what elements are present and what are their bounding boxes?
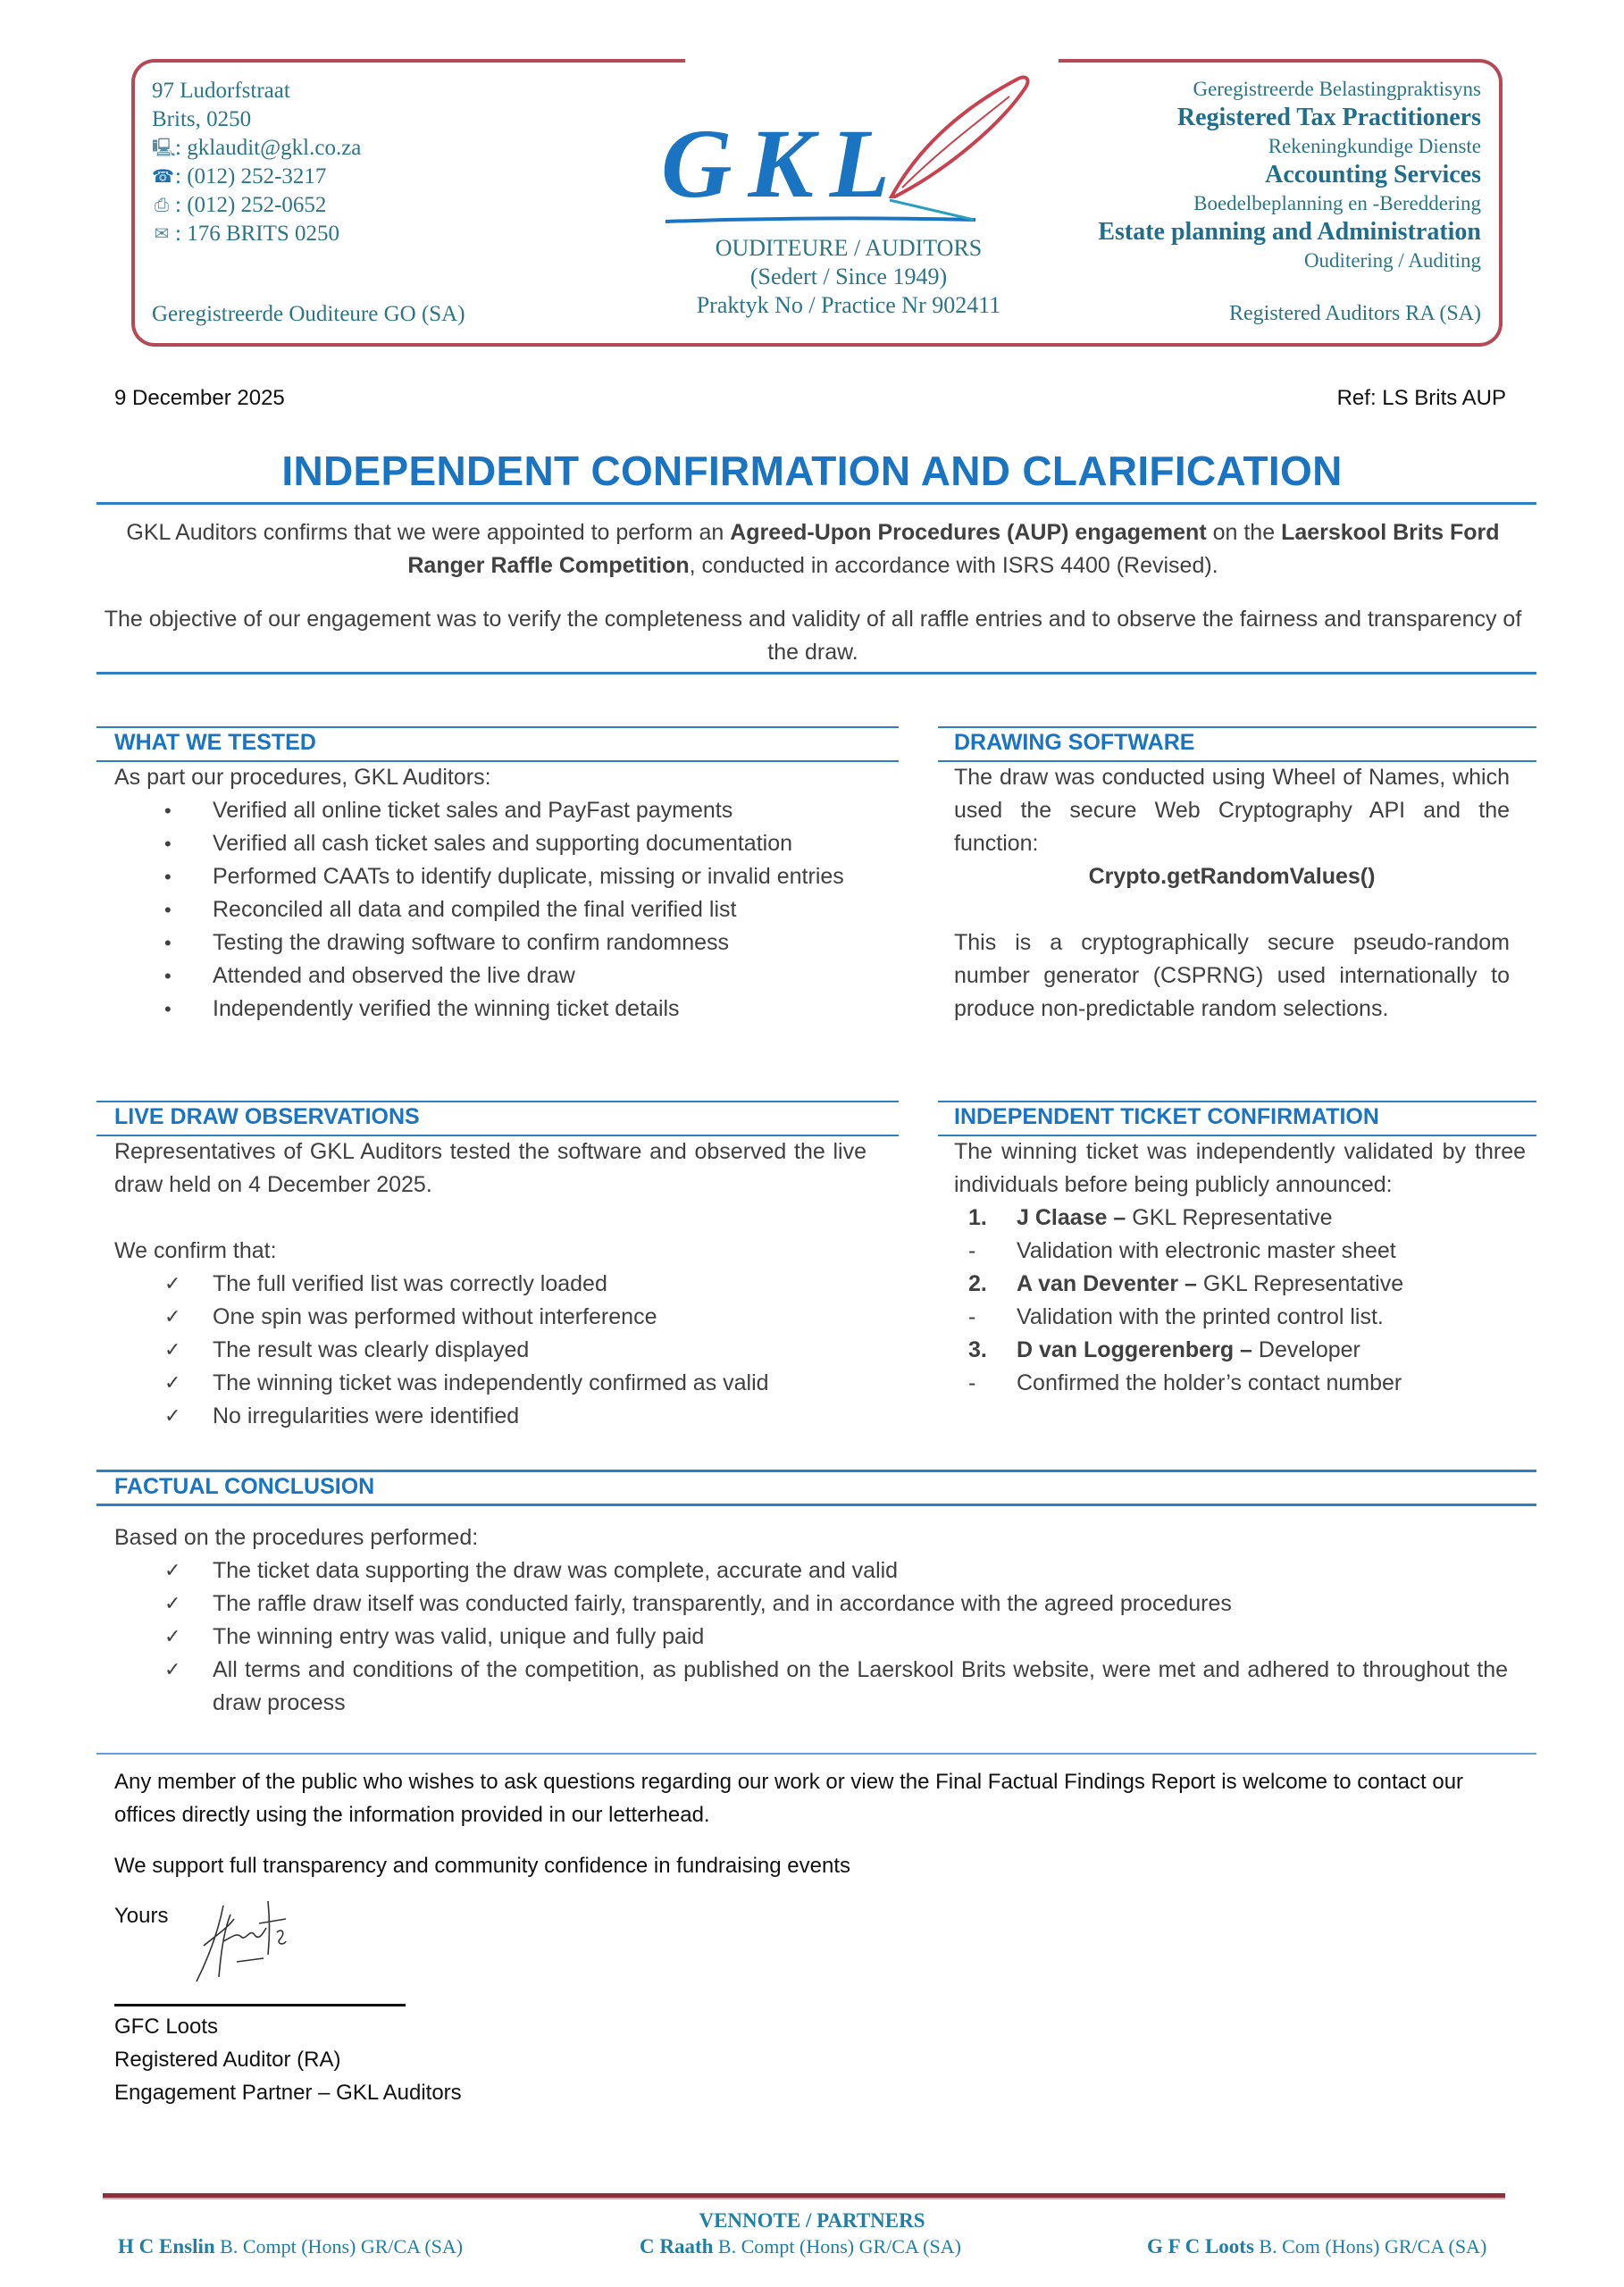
signatory-name: GFC Loots xyxy=(114,2015,219,2039)
intro-paragraph-2: The objective of our engagement was to verify the completeness and validity of all raffle entries and to observe the fairness and transparency of the draw. xyxy=(104,607,1522,665)
checkmark-icon: ✓ xyxy=(164,1405,181,1428)
footer-rule-shadow xyxy=(103,2198,1505,2199)
validator-item: 2. A van Deventer – GKL Representative xyxy=(968,1271,1404,1296)
gkl-logo xyxy=(643,63,1054,241)
service-line: Accounting Services xyxy=(1265,161,1481,188)
checkmark-icon: ✓ xyxy=(164,1306,181,1328)
letterhead-address xyxy=(152,77,361,248)
random-function-name: Crypto.getRandomValues() xyxy=(1088,864,1376,889)
quill-icon xyxy=(892,77,1027,197)
logo-underline xyxy=(666,218,975,222)
logo-letters: GKL xyxy=(661,109,906,218)
list-item: • Reconciled all data and compiled the final verified list xyxy=(114,893,866,926)
bullet-icon: • xyxy=(164,965,172,987)
bullet-icon: • xyxy=(164,998,172,1020)
contact-email: 🖳 : gklaudit@gkl.co.za xyxy=(152,134,361,163)
partner-entry: C Raath B. Compt (Hons) GR/CA (SA) xyxy=(640,2235,961,2258)
partners-heading: VENNOTE / PARTNERS xyxy=(699,2209,925,2232)
dash-icon: - xyxy=(968,1238,976,1263)
validator-note: - Validation with the printed control list. xyxy=(918,1301,1526,1334)
list-item: • Attended and observed the live draw xyxy=(114,959,866,993)
computer-icon: 🖳 xyxy=(152,138,176,158)
section-factual-conclusion xyxy=(114,1521,1508,1720)
checkmark-icon: ✓ xyxy=(164,1659,181,1681)
validator-name: A van Deventer – xyxy=(1017,1271,1197,1296)
conclusion-divider xyxy=(96,1753,1536,1755)
intro-paragraph-1: GKL Auditors confirms that we were appointed to perform an Agreed-Upon Procedures (AUP) engagement on the Laerskool Brits Ford Ranger Raffle Competition, conducted in accordance with ISRS 4400 (Revised). xyxy=(126,520,1500,578)
signatory-block xyxy=(114,2010,462,2109)
list-item: ✓ The raffle draw itself was conducted fairly, transparently, and in accordance with the agreed procedures xyxy=(114,1587,1508,1621)
salutation: Yours xyxy=(114,1904,169,1928)
service-line: Geregistreerde Belastingpraktisyns xyxy=(1193,78,1481,100)
contact-phone: ☎ : (012) 252-3217 xyxy=(152,163,361,191)
validator-name: J Claase – xyxy=(1017,1205,1126,1230)
csprng-description: This is a cryptographically secure pseudo-random number generator (CSPRNG) used internationally to produce non-predictable random selections. xyxy=(954,930,1510,1021)
dash-icon: - xyxy=(968,1370,976,1395)
section-rule xyxy=(938,726,1536,728)
service-line: Boedelbeplanning en -Bereddering xyxy=(1193,192,1481,214)
list-item: ✓ The result was clearly displayed xyxy=(114,1334,866,1367)
bullet-icon: • xyxy=(164,866,172,888)
dash-icon: - xyxy=(968,1304,976,1329)
section-lead: As part our procedures, GKL Auditors: xyxy=(114,765,491,790)
section-rule xyxy=(938,1101,1536,1102)
list-item: ✓ The ticket data supporting the draw was complete, accurate and valid xyxy=(114,1554,1508,1587)
letter-date: 9 December 2025 xyxy=(114,386,285,410)
section-heading-factual-conclusion: FACTUAL CONCLUSION xyxy=(114,1474,375,1499)
checkmark-icon: ✓ xyxy=(164,1560,181,1582)
section-rule xyxy=(96,726,899,728)
intro-divider xyxy=(96,672,1536,674)
address-line-2: Brits, 0250 xyxy=(152,107,252,131)
validator-list xyxy=(918,1202,1526,1400)
list-item: • Testing the drawing software to confirm randomness xyxy=(114,926,866,959)
list-item: • Verified all online ticket sales and PayFast payments xyxy=(114,794,866,827)
conclusion-checklist xyxy=(114,1554,1508,1720)
registered-auditors-en: Registered Auditors RA (SA) xyxy=(1229,302,1481,325)
list-item: ✓ The full verified list was correctly loaded xyxy=(114,1268,866,1301)
checkmark-icon: ✓ xyxy=(164,1339,181,1361)
envelope-icon: ✉ xyxy=(154,224,170,244)
contact-postal: ✉ : 176 BRITS 0250 xyxy=(152,220,361,248)
letterhead-center xyxy=(616,234,1081,320)
section-heading-what-we-tested: WHAT WE TESTED xyxy=(114,730,316,755)
title-divider xyxy=(96,502,1536,505)
section-lead: Based on the procedures performed: xyxy=(114,1525,479,1550)
engagement-type: Agreed-Upon Procedures (AUP) engagement xyxy=(730,520,1207,545)
practice-number: Praktyk No / Practice Nr 902411 xyxy=(696,292,1001,318)
checkmark-icon: ✓ xyxy=(164,1372,181,1395)
validator-item: 3. D van Loggerenberg – Developer xyxy=(968,1337,1360,1362)
list-item: • Independently verified the winning ticket details xyxy=(114,993,866,1026)
letterhead-services xyxy=(1098,75,1481,275)
competition-name: Laerskool Brits Ford Ranger Raffle Competition xyxy=(407,520,1500,578)
bullet-icon: • xyxy=(164,833,172,855)
section-ticket-confirmation xyxy=(954,1135,1526,1400)
ticket-confirmation-description: The winning ticket was independently validated by three individuals before being publicly announced: xyxy=(954,1139,1526,1197)
section-heading-drawing-software: DRAWING SOFTWARE xyxy=(954,730,1195,755)
signatory-role: Engagement Partner – GKL Auditors xyxy=(114,2081,462,2105)
validator-item: 1. J Claase – GKL Representative xyxy=(968,1205,1333,1230)
checkmark-icon: ✓ xyxy=(164,1593,181,1615)
fax-icon: ⎙ xyxy=(155,196,169,215)
signatory-title: Registered Auditor (RA) xyxy=(114,2048,341,2072)
list-item: • Verified all cash ticket sales and supporting documentation xyxy=(114,827,866,860)
bullet-icon: • xyxy=(164,800,172,822)
page-title: INDEPENDENT CONFIRMATION AND CLARIFICATION xyxy=(281,448,1343,494)
signature-image xyxy=(188,1892,304,1990)
section-live-draw xyxy=(114,1135,866,1433)
letterhead-frame-bottom xyxy=(679,343,1063,347)
partner-name: C Raath xyxy=(640,2235,714,2258)
list-item: ✓ The winning entry was valid, unique and fully paid xyxy=(114,1621,1508,1654)
checkmark-icon: ✓ xyxy=(164,1273,181,1295)
section-rule xyxy=(96,1470,1536,1472)
bullet-icon: • xyxy=(164,932,172,954)
address-line-1: 97 Ludorfstraat xyxy=(152,79,290,103)
list-item: ✓ The winning ticket was independently confirmed as valid xyxy=(114,1367,866,1400)
tested-list xyxy=(114,794,866,1026)
service-line: Estate planning and Administration xyxy=(1098,218,1481,246)
section-rule xyxy=(96,1101,899,1102)
contact-fax: ⎙ : (012) 252-0652 xyxy=(152,191,361,220)
list-item: ✓ All terms and conditions of the competition, as published on the Laerskool Brits website, were met and adhered to throughout the draw process xyxy=(114,1654,1508,1720)
service-line: Rekeningkundige Dienste xyxy=(1268,135,1481,157)
partner-entry: H C Enslin B. Compt (Hons) GR/CA (SA) xyxy=(118,2235,464,2258)
validator-note: - Validation with electronic master sheet xyxy=(918,1235,1526,1268)
auditors-label: OUDITEURE / AUDITORS xyxy=(715,235,983,261)
list-item: ✓ No irregularities were identified xyxy=(114,1400,866,1433)
checkmark-icon: ✓ xyxy=(164,1626,181,1648)
service-line: Ouditering / Auditing xyxy=(1303,249,1481,272)
list-item: ✓ One spin was performed without interference xyxy=(114,1301,866,1334)
letter-reference: Ref: LS Brits AUP xyxy=(1336,386,1506,410)
section-rule xyxy=(96,1504,1536,1506)
section-heading-ticket-confirmation: INDEPENDENT TICKET CONFIRMATION xyxy=(954,1104,1379,1129)
telephone-icon: ☎ xyxy=(152,167,174,187)
section-lead: We confirm that: xyxy=(114,1238,277,1263)
section-what-we-tested xyxy=(114,761,866,1026)
live-draw-description: Representatives of GKL Auditors tested the software and observed the live draw held on 4 December 2025. xyxy=(114,1139,866,1197)
partner-name: H C Enslin xyxy=(118,2235,215,2258)
since-label: (Sedert / Since 1949) xyxy=(749,264,948,289)
section-heading-live-draw: LIVE DRAW OBSERVATIONS xyxy=(114,1104,420,1129)
software-description: The draw was conducted using Wheel of Names, which used the secure Web Cryptography API and the function: xyxy=(954,765,1510,856)
validator-note: - Confirmed the holder’s contact number xyxy=(918,1367,1526,1400)
closing-statement: We support full transparency and community confidence in fundraising events xyxy=(114,1854,851,1878)
partner-name: G F C Loots xyxy=(1147,2235,1254,2258)
bullet-icon: • xyxy=(164,899,172,921)
partner-entry: G F C Loots B. Com (Hons) GR/CA (SA) xyxy=(1147,2235,1487,2258)
section-drawing-software xyxy=(954,761,1510,1026)
registered-auditors-afr: Geregistreerde Ouditeure GO (SA) xyxy=(152,302,465,326)
service-line: Registered Tax Practitioners xyxy=(1176,104,1481,131)
validator-name: D van Loggerenberg – xyxy=(1017,1337,1252,1362)
live-draw-checklist xyxy=(114,1268,866,1433)
list-item: • Performed CAATs to identify duplicate, missing or invalid entries xyxy=(114,860,866,893)
closing-paragraph: Any member of the public who wishes to ask questions regarding our work or view the Final Factual Findings Report is welcome to contact our offices directly using the information provided in our letterhead. xyxy=(114,1770,1464,1827)
signature-line xyxy=(114,2004,406,2006)
